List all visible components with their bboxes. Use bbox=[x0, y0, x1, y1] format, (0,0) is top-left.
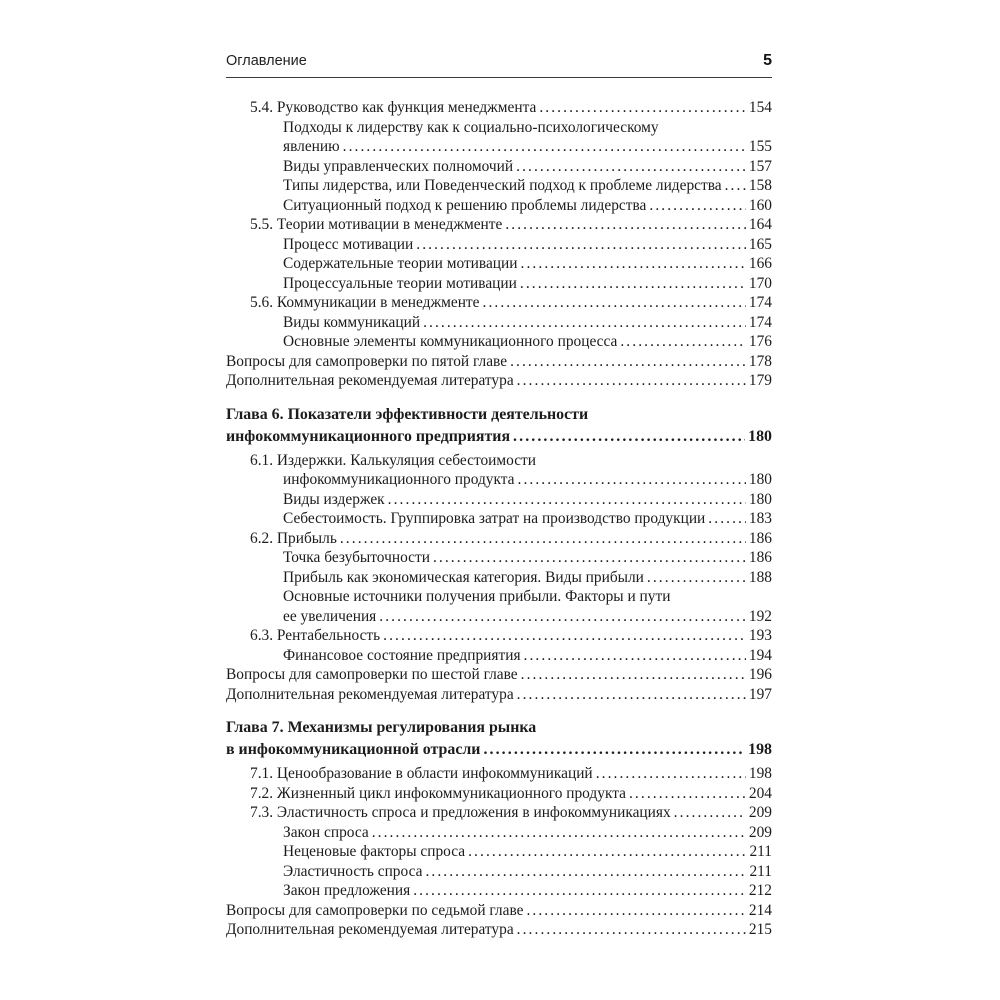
toc-entry-text: Процессуальные теории мотивации bbox=[283, 274, 517, 292]
toc-entry-line bbox=[226, 157, 772, 177]
toc-entry-page-number: 197 bbox=[748, 685, 772, 703]
toc-entry-page-number: 194 bbox=[748, 646, 772, 664]
toc-entry-line bbox=[226, 371, 772, 391]
toc-entry-page-number: 215 bbox=[748, 921, 772, 938]
toc-entry-line bbox=[226, 215, 772, 235]
toc-entry-page-number: 164 bbox=[748, 216, 772, 233]
toc-entry-line bbox=[226, 293, 772, 313]
toc-entry-line bbox=[226, 784, 772, 804]
dot-leader bbox=[517, 920, 746, 940]
dot-leader bbox=[433, 548, 746, 568]
toc-entry bbox=[226, 451, 772, 490]
toc-entry bbox=[226, 254, 772, 274]
toc-entry-page-number: 211 bbox=[749, 862, 772, 880]
toc-entry-text: Виды управленческих полномочий bbox=[283, 157, 514, 175]
dot-leader bbox=[516, 157, 746, 177]
toc-entry bbox=[226, 176, 772, 196]
toc-entry-text: Неценовые факторы спроса bbox=[283, 843, 466, 860]
toc-entry-text: Дополнительная рекомендуемая литература bbox=[226, 921, 514, 938]
dot-leader bbox=[725, 176, 746, 196]
toc-entry-page-number: 204 bbox=[748, 784, 772, 802]
toc-entry-line bbox=[226, 235, 772, 255]
toc-entry-page-number: 209 bbox=[748, 823, 772, 841]
dot-leader bbox=[521, 665, 746, 685]
toc-entry-page-number: 166 bbox=[748, 255, 772, 272]
dot-leader bbox=[340, 529, 746, 549]
toc-entry-page-number: 160 bbox=[748, 196, 772, 214]
toc-entry-text: 7.3. Эластичность спроса и предложения в инфокоммуникациях bbox=[250, 804, 671, 821]
toc-entry-text: Закон спроса bbox=[283, 823, 369, 841]
toc-entry-line bbox=[226, 352, 772, 372]
toc-entry bbox=[226, 529, 772, 549]
toc-entry bbox=[226, 665, 772, 685]
toc-entry-page-number: 186 bbox=[748, 549, 772, 566]
toc-entry bbox=[226, 157, 772, 177]
toc-entry-text: Виды издержек bbox=[283, 490, 385, 508]
toc-entry bbox=[226, 313, 772, 333]
toc-entry-text: инфокоммуникационного предприятия bbox=[226, 427, 511, 445]
toc-entry-page-number: 192 bbox=[748, 607, 772, 625]
toc-entry-page-number: 186 bbox=[748, 529, 772, 547]
toc-entry bbox=[226, 626, 772, 646]
toc-entry-line bbox=[226, 920, 772, 940]
toc-entry-text: 7.1. Ценообразование в области инфокоммуникаций bbox=[250, 765, 593, 782]
toc-entry bbox=[226, 274, 772, 294]
toc-list bbox=[226, 98, 772, 940]
toc-entry-text: 6.2. Прибыль bbox=[250, 529, 337, 547]
toc-entry bbox=[226, 293, 772, 313]
toc-entry-line bbox=[226, 509, 772, 529]
toc-entry-text: Прибыль как экономическая категория. Виды прибыли bbox=[283, 568, 644, 586]
toc-entry bbox=[226, 587, 772, 626]
toc-page bbox=[226, 52, 772, 940]
dot-leader bbox=[372, 823, 746, 843]
toc-entry bbox=[226, 784, 772, 804]
dot-leader bbox=[513, 426, 745, 448]
toc-entry-text: Дополнительная рекомендуемая литература bbox=[226, 372, 514, 389]
toc-entry-line bbox=[226, 490, 772, 510]
toc-entry-text: ее увеличения bbox=[283, 607, 377, 625]
toc-entry-page-number: 211 bbox=[749, 843, 772, 860]
toc-entry-line bbox=[226, 98, 772, 118]
toc-entry bbox=[226, 98, 772, 118]
toc-entry bbox=[226, 332, 772, 352]
toc-entry-line bbox=[226, 646, 772, 666]
dot-leader bbox=[416, 235, 746, 255]
toc-entry bbox=[226, 646, 772, 666]
dot-leader bbox=[647, 568, 746, 588]
dot-leader bbox=[517, 685, 746, 705]
toc-entry-line bbox=[226, 426, 772, 448]
toc-entry-line bbox=[226, 313, 772, 333]
toc-entry-page-number: 212 bbox=[748, 882, 772, 899]
toc-entry-page-number: 178 bbox=[748, 352, 772, 370]
toc-entry bbox=[226, 823, 772, 843]
toc-entry bbox=[226, 371, 772, 391]
toc-entry-text: 5.6. Коммуникации в менеджменте bbox=[250, 294, 480, 311]
toc-entry-text: Виды коммуникаций bbox=[283, 313, 421, 331]
toc-entry-line bbox=[226, 842, 772, 862]
dot-leader bbox=[629, 784, 746, 804]
toc-entry bbox=[226, 901, 772, 921]
dot-leader bbox=[526, 901, 745, 921]
toc-entry-text: 5.4. Руководство как функция менеджмента bbox=[250, 99, 537, 116]
toc-entry-text: 5.5. Теории мотивации в менеджменте bbox=[250, 216, 503, 233]
toc-entry-text: Финансовое состояние предприятия bbox=[283, 646, 521, 664]
toc-entry-page-number: 180 bbox=[748, 490, 772, 508]
toc-entry bbox=[226, 881, 772, 901]
dot-leader bbox=[708, 509, 746, 529]
toc-entry-page-number: 209 bbox=[748, 804, 772, 821]
toc-entry bbox=[226, 862, 772, 882]
toc-entry-line bbox=[226, 881, 772, 901]
toc-entry-line: Подходы к лидерству как к социально-психологическому bbox=[283, 118, 659, 136]
dot-leader bbox=[425, 862, 746, 882]
toc-entry-page-number: 183 bbox=[748, 510, 772, 527]
toc-entry-page-number: 155 bbox=[748, 138, 772, 155]
dot-leader bbox=[343, 137, 746, 157]
toc-entry bbox=[226, 235, 772, 255]
dot-leader bbox=[423, 313, 746, 333]
page-header bbox=[226, 52, 772, 70]
dot-leader bbox=[524, 646, 746, 666]
dot-leader bbox=[520, 274, 746, 294]
toc-entry bbox=[226, 803, 772, 823]
toc-entry-text: 7.2. Жизненный цикл инфокоммуникационного продукта bbox=[250, 784, 626, 802]
toc-entry-line bbox=[226, 137, 772, 157]
toc-entry-line bbox=[226, 665, 772, 685]
toc-entry-text: в инфокоммуникационной отрасли bbox=[226, 741, 481, 758]
toc-entry-page-number: 174 bbox=[748, 313, 772, 331]
toc-entry-text: Дополнительная рекомендуемая литература bbox=[226, 685, 514, 703]
toc-entry-line bbox=[226, 196, 772, 216]
toc-entry bbox=[226, 215, 772, 235]
toc-entry-line bbox=[226, 548, 772, 568]
toc-entry-line bbox=[226, 274, 772, 294]
toc-entry bbox=[226, 920, 772, 940]
toc-entry bbox=[226, 685, 772, 705]
toc-entry bbox=[226, 509, 772, 529]
toc-entry-line bbox=[226, 739, 772, 761]
toc-entry-page-number: 180 bbox=[748, 427, 772, 445]
toc-entry-line bbox=[226, 823, 772, 843]
toc-entry bbox=[226, 490, 772, 510]
dot-leader bbox=[539, 98, 746, 118]
toc-entry bbox=[226, 118, 772, 157]
toc-entry-line: Глава 6. Показатели эффективности деятельности bbox=[226, 405, 589, 423]
toc-entry bbox=[226, 764, 772, 784]
toc-chapter-heading bbox=[226, 404, 772, 448]
dot-leader bbox=[413, 881, 746, 901]
toc-entry bbox=[226, 568, 772, 588]
toc-entry-text: Вопросы для самопроверки по шестой главе bbox=[226, 666, 518, 683]
toc-entry-text: Основные элементы коммуникационного процесса bbox=[283, 333, 618, 350]
toc-entry bbox=[226, 548, 772, 568]
toc-entry-line bbox=[226, 529, 772, 549]
dot-leader bbox=[517, 371, 746, 391]
toc-entry-page-number: 196 bbox=[748, 666, 772, 683]
toc-entry-line bbox=[226, 901, 772, 921]
toc-chapter-heading bbox=[226, 717, 772, 761]
dot-leader bbox=[518, 470, 746, 490]
toc-entry-line bbox=[226, 254, 772, 274]
toc-entry bbox=[226, 352, 772, 372]
dot-leader bbox=[510, 352, 746, 372]
toc-entry-page-number: 165 bbox=[748, 235, 772, 253]
toc-entry-text: Себестоимость. Группировка затрат на производство продукции bbox=[283, 510, 706, 527]
running-head-title: Оглавление bbox=[226, 53, 307, 69]
toc-entry-page-number: 198 bbox=[748, 741, 772, 758]
header-rule bbox=[226, 77, 772, 78]
toc-entry-text: явлению bbox=[283, 138, 340, 155]
toc-entry-line bbox=[226, 332, 772, 352]
toc-entry-line bbox=[226, 568, 772, 588]
toc-entry-text: Эластичность спроса bbox=[283, 862, 423, 880]
toc-entry-page-number: 180 bbox=[748, 471, 772, 488]
toc-entry-line: 6.1. Издержки. Калькуляция себестоимости bbox=[250, 451, 537, 469]
toc-entry-page-number: 154 bbox=[748, 99, 772, 116]
toc-entry-text: Вопросы для самопроверки по седьмой главе bbox=[226, 901, 524, 919]
toc-entry-text: инфокоммуникационного продукта bbox=[283, 471, 515, 488]
toc-entry-line bbox=[226, 764, 772, 784]
toc-entry-line bbox=[226, 176, 772, 196]
toc-entry-text: Процесс мотивации bbox=[283, 235, 414, 253]
dot-leader bbox=[468, 842, 746, 862]
toc-entry-page-number: 170 bbox=[748, 274, 772, 292]
toc-entry-page-number: 176 bbox=[748, 333, 772, 350]
dot-leader bbox=[596, 764, 746, 784]
dot-leader bbox=[521, 254, 746, 274]
dot-leader bbox=[505, 215, 746, 235]
dot-leader bbox=[383, 626, 746, 646]
toc-entry-line bbox=[226, 862, 772, 882]
toc-entry-page-number: 214 bbox=[748, 901, 772, 919]
toc-entry-page-number: 193 bbox=[748, 627, 772, 644]
toc-entry-page-number: 198 bbox=[748, 765, 772, 782]
toc-entry bbox=[226, 842, 772, 862]
toc-entry-text: Вопросы для самопроверки по пятой главе bbox=[226, 352, 508, 370]
dot-leader bbox=[379, 607, 746, 627]
toc-entry-page-number: 174 bbox=[748, 294, 772, 311]
toc-entry-line bbox=[226, 607, 772, 627]
running-head-page-number: 5 bbox=[763, 52, 772, 69]
toc-entry-text: Точка безубыточности bbox=[283, 549, 430, 566]
toc-entry-text: Типы лидерства, или Поведенческий подход к проблеме лидерства bbox=[283, 177, 722, 194]
toc-entry-page-number: 188 bbox=[748, 568, 772, 586]
toc-entry-line: Глава 7. Механизмы регулирования рынка bbox=[226, 719, 537, 736]
toc-entry-line bbox=[226, 803, 772, 823]
toc-entry-line bbox=[226, 685, 772, 705]
toc-entry-text: Закон предложения bbox=[283, 882, 411, 899]
dot-leader bbox=[620, 332, 746, 352]
toc-entry-line bbox=[226, 470, 772, 490]
toc-entry-text: 6.3. Рентабельность bbox=[250, 627, 381, 644]
dot-leader bbox=[649, 196, 746, 216]
dot-leader bbox=[674, 803, 746, 823]
toc-entry-text: Ситуационный подход к решению проблемы лидерства bbox=[283, 196, 647, 214]
dot-leader bbox=[483, 293, 746, 313]
toc-entry-page-number: 179 bbox=[748, 372, 772, 389]
toc-entry-text: Содержательные теории мотивации bbox=[283, 255, 518, 272]
dot-leader bbox=[388, 490, 746, 510]
toc-entry-page-number: 157 bbox=[748, 157, 772, 175]
toc-entry bbox=[226, 196, 772, 216]
dot-leader bbox=[483, 739, 745, 761]
toc-entry-line: Основные источники получения прибыли. Факторы и пути bbox=[283, 588, 671, 605]
toc-entry-line bbox=[226, 626, 772, 646]
toc-entry-page-number: 158 bbox=[748, 177, 772, 194]
